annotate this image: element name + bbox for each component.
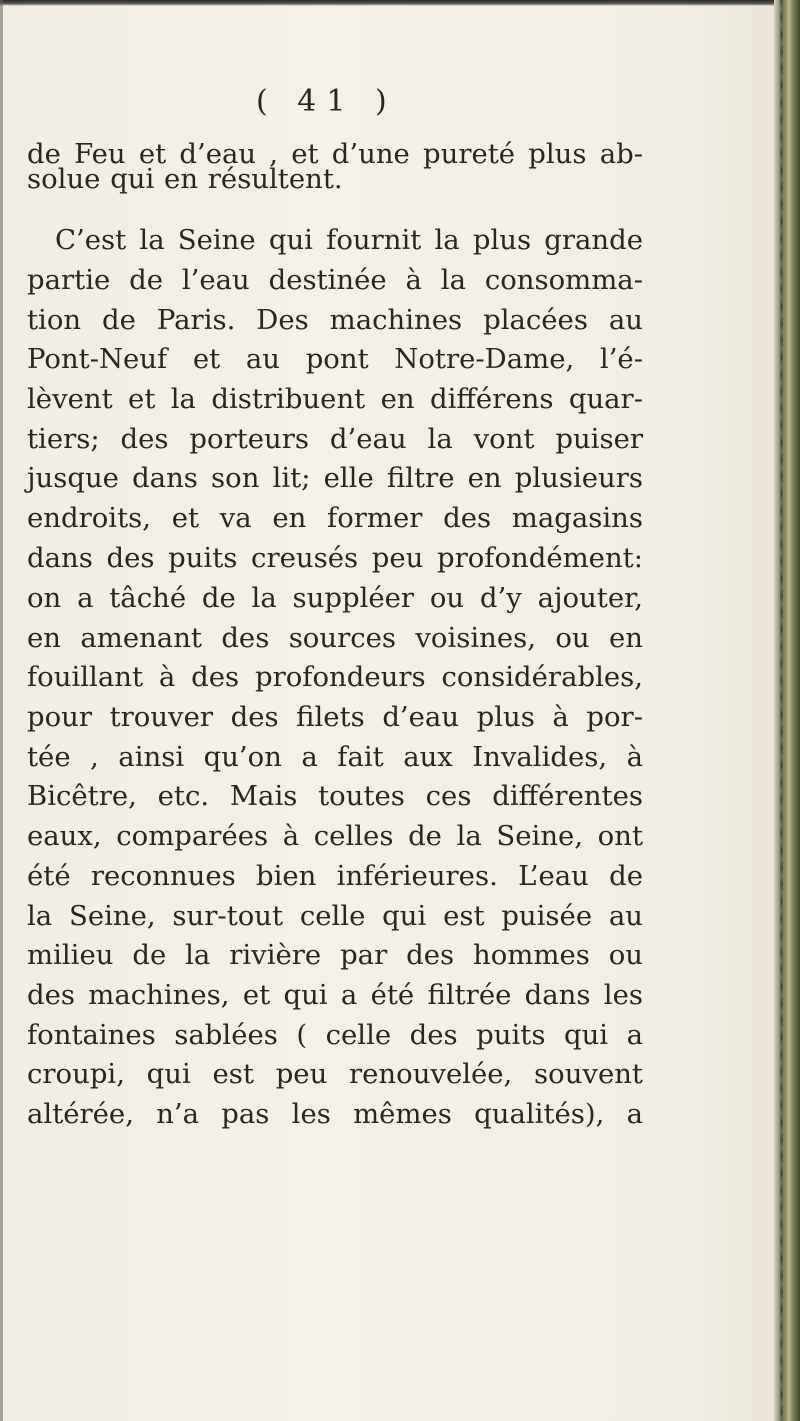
text-line: endroits, et va en former des magasins <box>27 502 643 534</box>
text-line: eaux, comparées à celles de la Seine, ont <box>27 820 643 852</box>
text-line: milieu de la rivière par des hommes ou <box>27 939 643 971</box>
text-line: solue qui en résultent. <box>27 163 343 195</box>
text-line: lèvent et la distribuent en différens quar- <box>27 383 643 415</box>
text-line: été reconnues bien inférieures. L’eau de <box>27 860 643 892</box>
text-line: on a tâché de la suppléer ou d’y ajouter, <box>27 582 643 614</box>
page-number: ( 41 ) <box>256 84 397 119</box>
text-line: la Seine, sur-tout celle qui est puisée au <box>27 900 643 932</box>
text-line: de Feu et d’eau , et d’une pureté plus ab‑ <box>27 138 643 170</box>
text-line: fouillant à des profondeurs considérables, <box>27 661 643 693</box>
text-line: fontaines sablées ( celle des puits qui a <box>27 1019 643 1051</box>
text-line: Bicêtre, etc. Mais toutes ces différentes <box>27 780 643 812</box>
text-line: partie de l’eau destinée à la consomma- <box>27 264 643 296</box>
text-line: en amenant des sources voisines, ou en <box>27 622 643 654</box>
text-line: altérée, n’a pas les mêmes qualités), a <box>27 1098 643 1130</box>
text-line: tée , ainsi qu’on a fait aux Invalides, à <box>27 741 643 773</box>
text-line: des machines, et qui a été filtrée dans les <box>27 979 643 1011</box>
text-line: Pont-Neuf et au pont Notre-Dame, l’é- <box>27 343 643 375</box>
text-line: pour trouver des filets d’eau plus à por- <box>27 701 643 733</box>
text-line: dans des puits creusés peu profondément: <box>27 542 643 574</box>
text-line: jusque dans son lit; elle filtre en plusieurs <box>27 462 643 494</box>
text-line: tion de Paris. Des machines placées au <box>27 304 643 336</box>
text-line: tiers; des porteurs d’eau la vont puiser <box>27 423 643 455</box>
text-line: croupi, qui est peu renouvelée, souvent <box>27 1058 643 1090</box>
text-line: C’est la Seine qui fournit la plus grande <box>55 224 643 256</box>
